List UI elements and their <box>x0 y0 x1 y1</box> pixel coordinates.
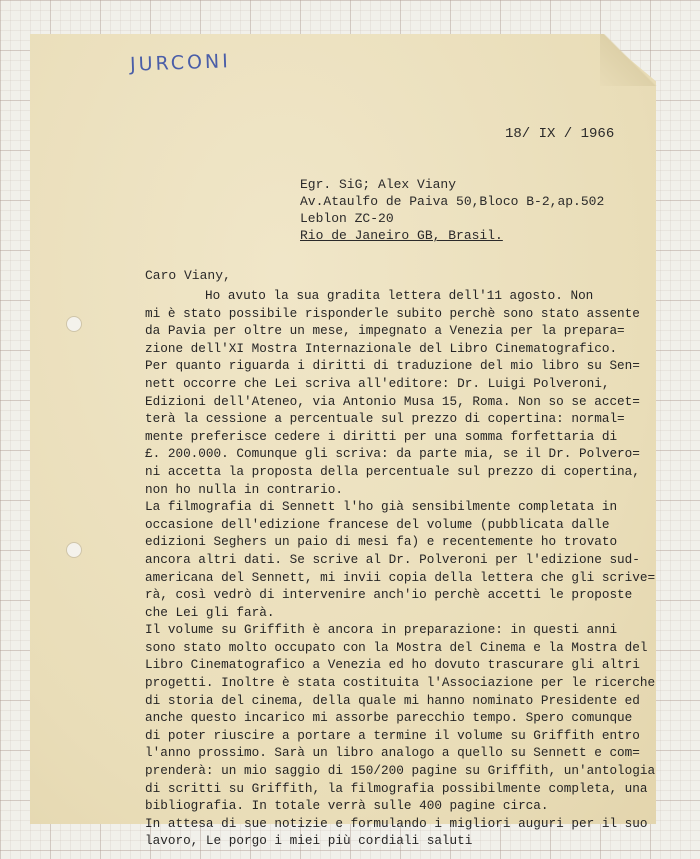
body-line: ancora altri dati. Se scrive al Dr. Polveroni per l'edizione sud- <box>145 551 640 567</box>
recipient-line-4: Rio de Janeiro GB, Brasil. <box>300 228 503 243</box>
letter-date: 18/ IX / 1966 <box>505 126 615 142</box>
body-line: In attesa di sue notizie e formulando i migliori auguri per il suo <box>145 815 648 831</box>
body-line: l'anno prossimo. Sarà un libro analogo a quello su Sennett e com= <box>145 745 640 761</box>
body-line: £. 200.000. Comunque gli scriva: da parte mia, se il Dr. Polvero= <box>145 446 640 462</box>
recipient-line-1: Egr. SiG; Alex Viany <box>300 177 457 192</box>
handwritten-annotation: JURCONI <box>129 50 232 76</box>
body-line: Ho avuto la sua gradita lettera dell'11 agosto. Non <box>205 288 594 303</box>
body-line: La filmografia di Sennett l'ho già sensibilmente completata in <box>145 499 618 515</box>
body-line: di poter riuscire a portare a termine il volume su Griffith entro <box>145 727 640 743</box>
body-line: sono stato molto occupato con la Mostra del Cinema e la Mostra del <box>145 639 648 655</box>
body-line: Per quanto riguarda i diritti di traduzione del mio libro su Sen= <box>145 358 640 374</box>
body-line: di storia del cinema, della quale mi hanno nominato Presidente ed <box>145 692 640 708</box>
body-line: nett occorre che Lei scriva all'editore: Dr. Luigi Polveroni, <box>145 375 610 391</box>
punch-hole-top <box>66 316 82 332</box>
body-line: Il volume su Griffith è ancora in preparazione: in questi anni <box>145 622 618 638</box>
body-line: edizioni Seghers un paio di mesi fa) e recentemente ho trovato <box>145 534 618 550</box>
body-line: zione dell'XI Mostra Internazionale del Libro Cinematografico. <box>145 340 618 356</box>
body-line: rà, così vedrò di intervenire anch'io perchè accetti le proposte <box>145 587 633 603</box>
punch-hole-bottom <box>66 542 82 558</box>
folded-corner <box>600 34 658 86</box>
letter-body <box>145 287 656 850</box>
body-line: occasione dell'edizione francese del volume (pubblicata dalle <box>145 516 610 532</box>
body-line: bibliografia. In totale verrà sulle 400 pagine circa. <box>145 798 549 814</box>
recipient-line-3: Leblon ZC-20 <box>300 211 394 226</box>
recipient-line-2: Av.Ataulfo de Paiva 50,Bloco B-2,ap.502 <box>300 194 605 209</box>
salutation: Caro Viany, <box>145 268 231 283</box>
body-line: Libro Cinematografico a Venezia ed ho dovuto trascurare gli altri <box>145 657 640 673</box>
body-line: lavoro, Le porgo i miei più cordiali saluti <box>145 833 473 849</box>
body-line: mi è stato possibile risponderle subito perchè sono stato assente <box>145 305 640 321</box>
body-line: terà la cessione a percentuale sul prezzo di copertina: normal= <box>145 411 625 427</box>
body-line: da Pavia per oltre un mese, impegnato a Venezia per la prepara= <box>145 323 625 339</box>
body-line: non ho nulla in contrario. <box>145 481 343 497</box>
body-line: che Lei gli farà. <box>145 604 275 620</box>
body-line: ni accetta la proposta della percentuale sul prezzo di copertina, <box>145 463 640 479</box>
body-line: progetti. Inoltre è stata costituita l'Associazione per le ricerche <box>145 675 656 691</box>
body-line: anche questo incarico mi assorbe parecchio tempo. Spero comunque <box>145 710 633 726</box>
body-line: americana del Sennett, mi invii copia della lettera che gli scrive= <box>145 569 656 585</box>
body-line: prenderà: un mio saggio di 150/200 pagine su Griffith, un'antologia <box>145 763 656 779</box>
body-line: mente preferisce cedere i diritti per una somma forfettaria di <box>145 428 618 444</box>
body-line: Edizioni dell'Ateneo, via Antonio Musa 15, Roma. Non so se accet= <box>145 393 640 409</box>
recipient-address <box>300 176 604 244</box>
body-line: di scritti su Griffith, la filmografia possibilmente completa, una <box>145 780 648 796</box>
